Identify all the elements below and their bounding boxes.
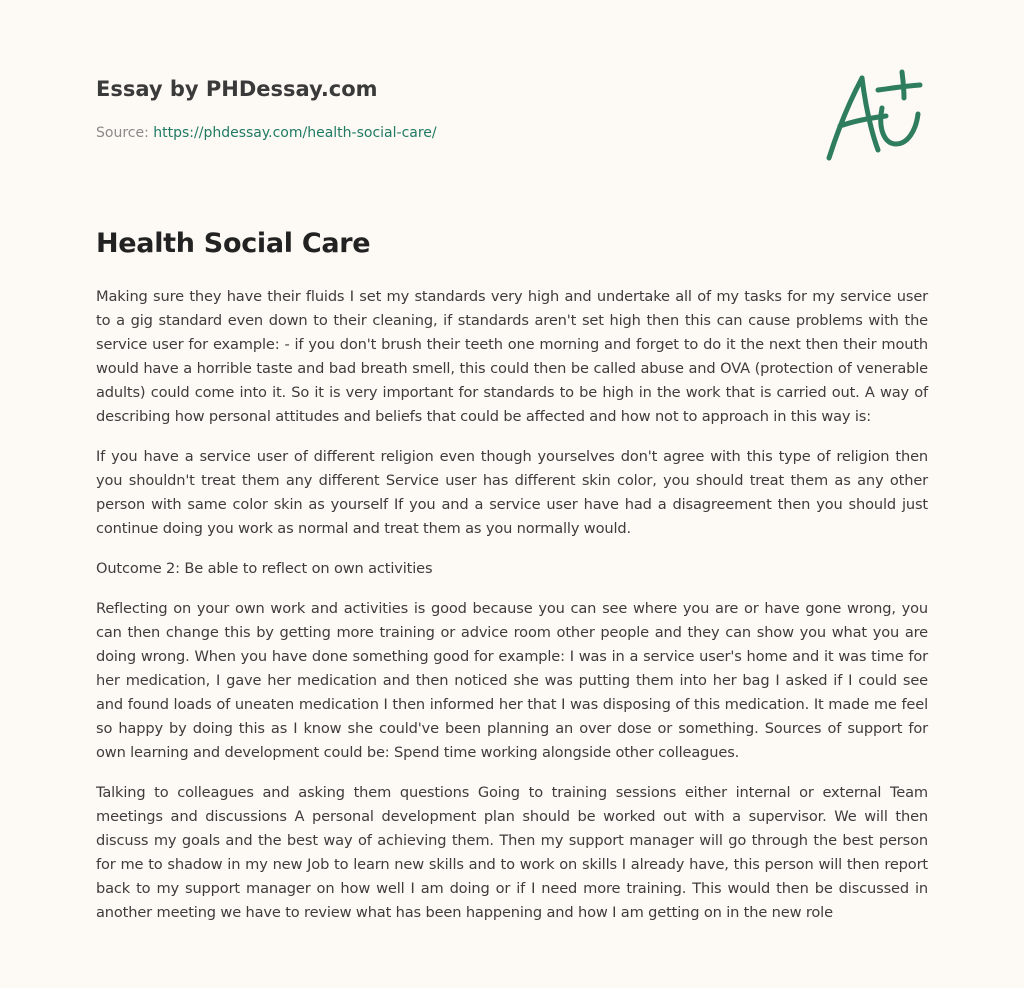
a-plus-grade-icon: [820, 66, 930, 166]
page-header: [96, 74, 796, 143]
page-title: Health Social Care: [96, 228, 371, 259]
paragraph: Reflecting on your own work and activities is good because you can see where you are or have gone wrong, you can then change this by getting more training or advice room other people and they can show you what you are doing wrong. When you have done something good for example: I was in a service user's home and it was time for her medication, I gave her medication and then noticed she was putting them into her bag I asked if I could see and found loads of uneaten medication I then informed her that I was disposing of this medication. It made me feel so happy by doing this as I know she could've been planning an over dose or something. Sources of support for own learning and development could be: Spend time working alongside other colleagues.: [96, 600, 928, 761]
source-label: Source:: [96, 125, 149, 141]
source-line: [96, 123, 796, 143]
source-link[interactable]: https://phdessay.com/health-social-care/: [153, 125, 437, 141]
paragraph: If you have a service user of different religion even though yourselves don't agree with this type of religion then you shouldn't treat them any different Service user has different skin color, you should treat them as any other person with same color skin as yourself If you and a service user have had a disagreement then you should just continue doing you work as normal and treat them as you normally would.: [96, 448, 928, 537]
essay-body: [96, 285, 928, 941]
site-brand: Essay by PHDessay.com: [96, 77, 378, 101]
paragraph: Making sure they have their fluids I set my standards very high and undertake all of my tasks for my service user to a gig standard even down to their cleaning, if standards aren't set high then this can cause problems with the service user for example: - if you don't brush their teeth one morning and forget to do it the next then their mouth would have a horrible taste and bad breath smell, this could then be called abuse and OVA (protection of venerable adults) could come into it. So it is very important for standards to be high in the work that is carried out. A way of describing how personal attitudes and beliefs that could be affected and how not to approach in this way is:: [96, 288, 928, 425]
paragraph: Talking to colleagues and asking them questions Going to training sessions either internal or external Team meetings and discussions A personal development plan should be worked out with a supervisor. We will then discuss my goals and the best way of achieving them. Then my support manager will go through the best person for me to shadow in my new Job to learn new skills and to work on skills I already have, this person will then report back to my support manager on how well I am doing or if I need more training. This would then be discussed in another meeting we have to review what has been happening and how I am getting on in the new role: [96, 784, 928, 921]
section-heading: Outcome 2: Be able to reflect on own activities: [96, 560, 433, 577]
